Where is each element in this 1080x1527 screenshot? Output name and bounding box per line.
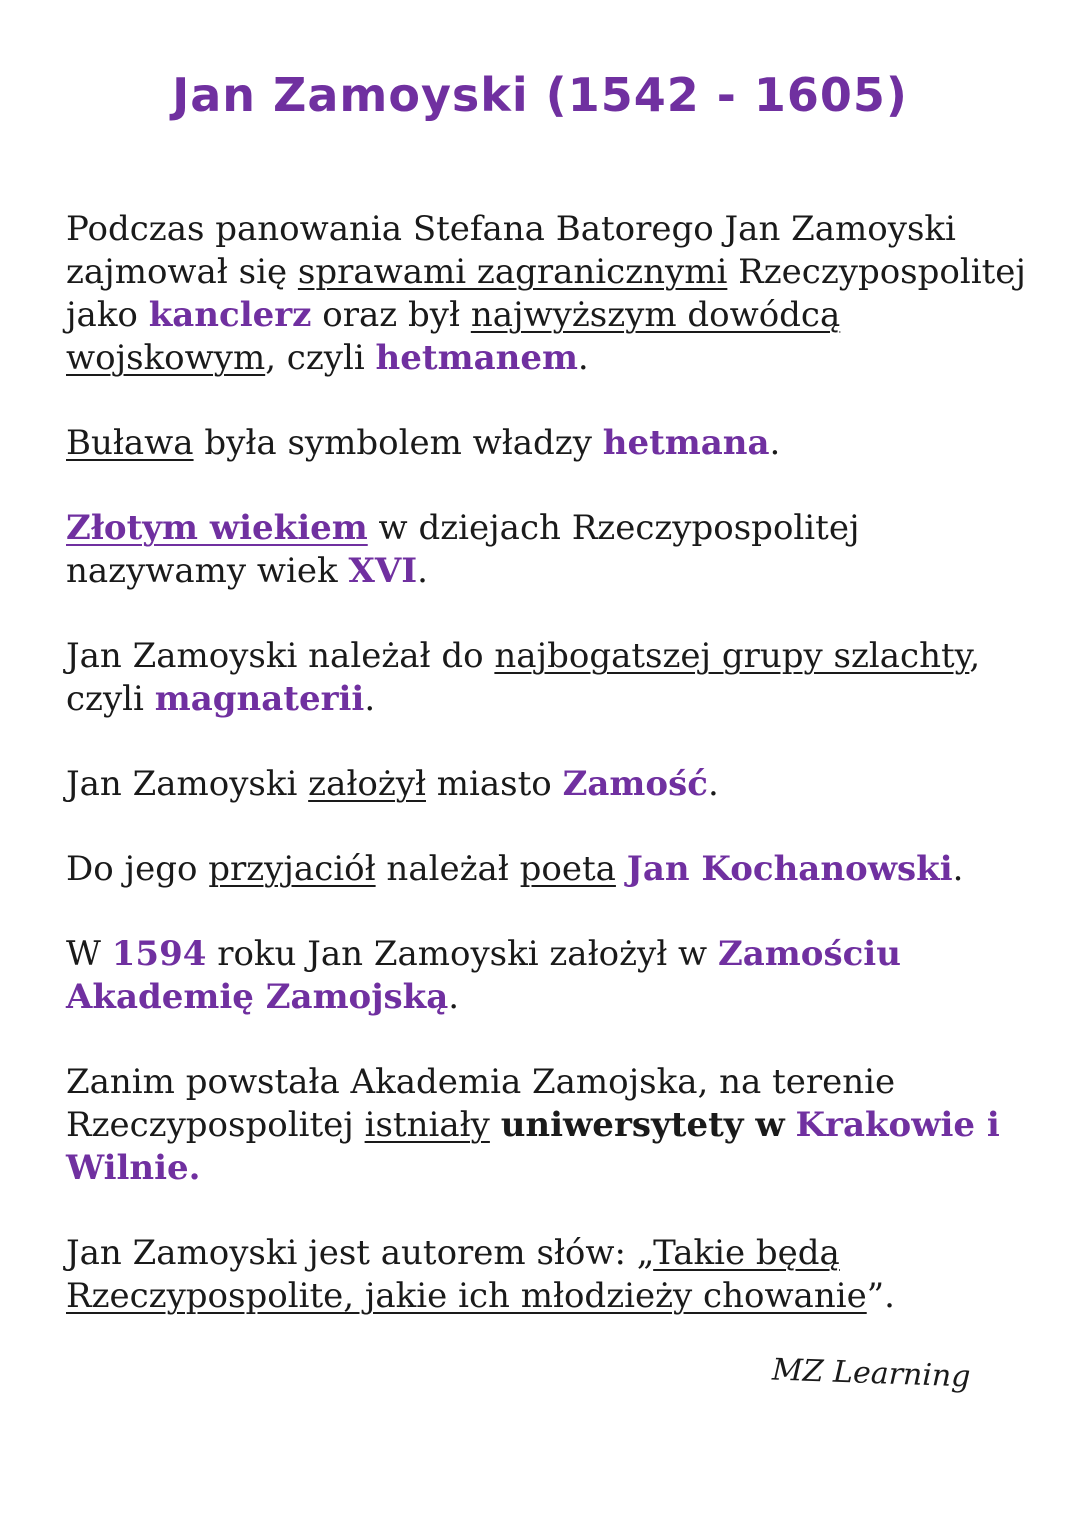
text-segment: Krakowie i Wilnie. xyxy=(66,1105,1000,1188)
text-segment: . xyxy=(952,849,964,889)
text-segment: hetmanem xyxy=(375,338,578,378)
text-segment: Jan Kochanowski xyxy=(626,849,953,889)
text-segment xyxy=(785,1105,796,1145)
text-segment: Podczas panowania Stefana Batorego Jan Zamoyski zajmował się xyxy=(66,209,956,292)
text-segment: kanclerz xyxy=(148,295,312,335)
paragraph-1 xyxy=(66,208,1026,380)
text-segment: roku Jan Zamoyski założył w xyxy=(206,934,718,974)
text-segment: W xyxy=(66,934,112,974)
text-segment: Buława xyxy=(66,423,194,463)
text-segment xyxy=(616,849,627,889)
text-segment: , czyli xyxy=(66,636,981,719)
text-segment: Takie będą Rzeczypospolite, jakie ich młodzieży chowanie xyxy=(66,1233,867,1316)
text-segment: przyjaciół xyxy=(208,849,376,889)
text-segment: . xyxy=(769,423,781,463)
text-segment: najbogatszej grupy szlachty xyxy=(494,636,970,676)
document-body xyxy=(66,208,1026,1360)
text-segment: miasto xyxy=(425,764,563,804)
text-segment: . xyxy=(707,764,719,804)
text-segment: sprawami zagranicznymi xyxy=(297,252,728,292)
text-segment: . xyxy=(417,551,428,591)
text-segment: Do jego xyxy=(66,849,209,889)
text-segment: najwyższym dowódcą wojskowym xyxy=(66,295,841,378)
text-segment xyxy=(490,1105,501,1145)
text-segment: magnaterii xyxy=(154,679,365,719)
text-segment: Złotym wiekiem xyxy=(66,508,368,548)
text-segment: , czyli xyxy=(265,338,376,378)
text-segment: . xyxy=(577,338,589,378)
signature: MZ Learning xyxy=(770,1352,971,1395)
paragraph-3 xyxy=(66,507,1026,593)
text-segment: założył xyxy=(308,764,426,804)
text-segment: była symbolem władzy xyxy=(193,423,603,463)
text-segment: . xyxy=(448,977,460,1017)
paragraph-8 xyxy=(66,1061,1026,1190)
text-segment: Jan Zamoyski należał do xyxy=(66,636,495,676)
text-segment: w dziejach Rzeczypospolitej nazywamy wiek xyxy=(66,508,860,591)
text-segment: hetmana xyxy=(602,423,770,463)
text-segment: Zamościu Akademię Zamojską xyxy=(66,934,901,1017)
page-title: Jan Zamoyski (1542 - 1605) xyxy=(172,68,908,122)
paragraph-2 xyxy=(66,422,1026,465)
paragraph-4 xyxy=(66,635,1026,721)
text-segment: Zamość xyxy=(562,764,708,804)
text-segment: Jan Zamoyski xyxy=(66,764,309,804)
paragraph-7 xyxy=(66,933,1026,1019)
text-segment: poeta xyxy=(519,849,616,889)
text-segment: uniwersytety w xyxy=(500,1105,785,1145)
text-segment: Jan Zamoyski jest autorem słów: „ xyxy=(66,1233,654,1273)
text-segment: Rzeczypospolitej jako xyxy=(66,252,1026,335)
text-segment: Zanim powstała Akademia Zamojska, na terenie Rzeczypospolitej xyxy=(66,1062,896,1145)
text-segment: . xyxy=(364,679,376,719)
paragraph-5 xyxy=(66,763,1026,806)
text-segment: ”. xyxy=(866,1276,895,1316)
text-segment: 1594 xyxy=(111,934,207,974)
paragraph-9 xyxy=(66,1232,1026,1318)
text-segment: należał xyxy=(375,849,520,889)
paragraph-6 xyxy=(66,848,1026,891)
text-segment: oraz był xyxy=(311,295,471,335)
text-segment: istniały xyxy=(364,1105,490,1145)
text-segment: XVI xyxy=(348,551,418,591)
